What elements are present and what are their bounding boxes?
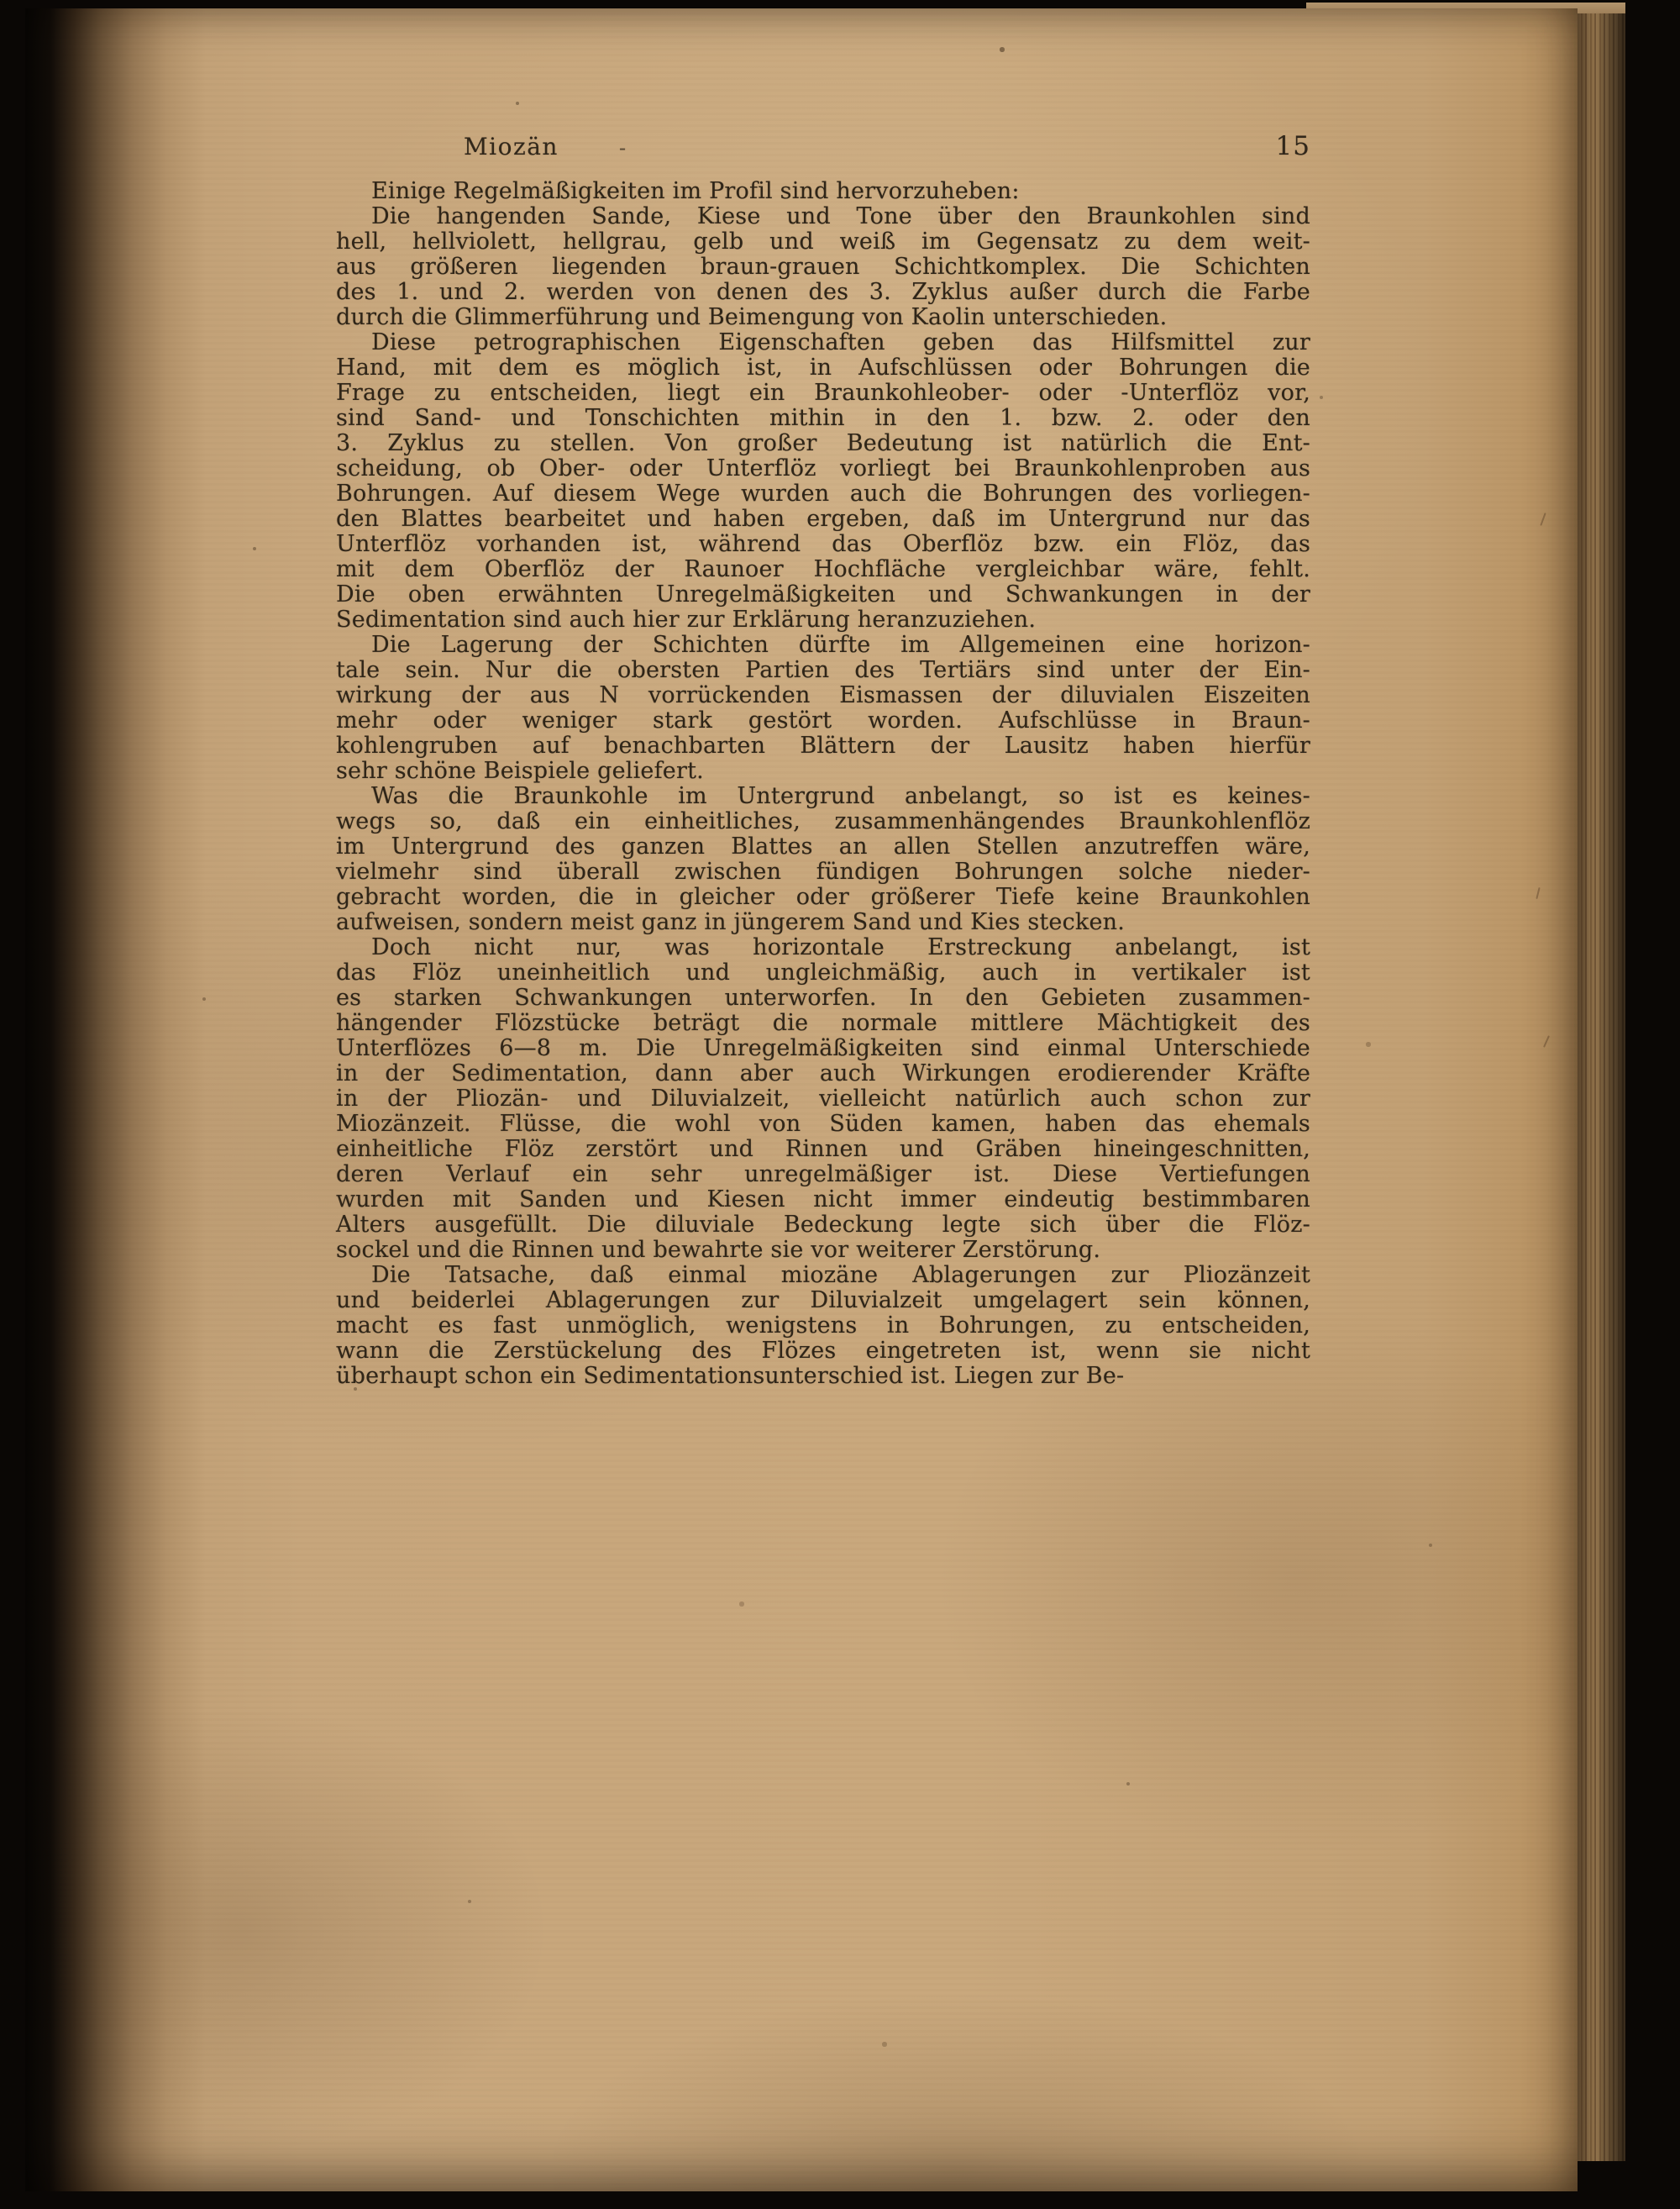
text-line: überhaupt schon ein Sedimentationsunterschied ist. Liegen zur Be- — [336, 1363, 1125, 1389]
text-line: sockel und die Rinnen und bewahrte sie vor weiterer Zerstörung. — [336, 1237, 1101, 1263]
text-line: im Untergrund des ganzen Blattes an allen Stellen anzutreffen wäre, — [336, 834, 1310, 860]
text-line: aus größeren liegenden braun-grauen Schichtkomplex. Die Schichten — [336, 254, 1310, 280]
paragraph — [336, 330, 1310, 633]
text-line: einheitliche Flöz zerstört und Rinnen und Gräben hineingeschnitten, — [336, 1136, 1310, 1162]
text-line: Diese petrographischen Eigenschaften geben das Hilfsmittel zur — [371, 329, 1310, 355]
text-line: Die hangenden Sande, Kiese und Tone über den Braunkohlen sind — [371, 203, 1310, 229]
margin-mark — [1543, 1035, 1550, 1048]
paragraph — [336, 633, 1310, 784]
text-line: Doch nicht nur, was horizontale Erstreckung anbelangt, ist — [371, 934, 1310, 960]
text-line: 3. Zyklus zu stellen. Von großer Bedeutung ist natürlich die Ent- — [336, 430, 1310, 456]
text-line: scheidung, ob Ober- oder Unterflöz vorliegt bei Braunkohlenproben aus — [336, 455, 1310, 481]
text-line: Miozänzeit. Flüsse, die wohl von Süden kamen, haben das ehemals — [336, 1111, 1310, 1137]
text-line: Hand, mit dem es möglich ist, in Aufschlüssen oder Bohrungen die — [336, 355, 1310, 381]
margin-mark — [1540, 513, 1546, 526]
margin-mark — [1536, 887, 1540, 899]
text-line: in der Pliozän- und Diluvialzeit, vielleicht natürlich auch schon zur — [336, 1086, 1310, 1112]
binding-shadow — [25, 8, 206, 2191]
text-line: wirkung der aus N vorrückenden Eismassen der diluvialen Eiszeiten — [336, 682, 1310, 708]
text-line: kohlengruben auf benachbarten Blättern der Lausitz haben hierfür — [336, 733, 1310, 759]
text-line: hell, hellviolett, hellgrau, gelb und weiß im Gegensatz zu dem weit- — [336, 229, 1310, 255]
text-line: Einige Regelmäßigkeiten im Profil sind hervorzuheben: — [371, 178, 1020, 204]
text-line: in der Sedimentation, dann aber auch Wirkungen erodierender Kräfte — [336, 1060, 1310, 1086]
text-line: Die Tatsache, daß einmal miozäne Ablagerungen zur Pliozänzeit — [371, 1262, 1310, 1288]
text-line: Unterflöz vorhanden ist, während das Oberflöz bzw. ein Flöz, das — [336, 531, 1310, 557]
text-block — [336, 179, 1310, 1389]
text-line: gebracht worden, die in gleicher oder größerer Tiefe keine Braunkohlen — [336, 884, 1310, 910]
text-line: aufweisen, sondern meist ganz in jüngerem Sand und Kies stecken. — [336, 909, 1126, 935]
text-line: den Blattes bearbeitet und haben ergeben, daß im Untergrund nur das — [336, 506, 1310, 532]
text-line: Die oben erwähnten Unregelmäßigkeiten und Schwankungen in der — [336, 581, 1310, 607]
fore-edge-page-stack — [1578, 13, 1625, 2161]
text-line: durch die Glimmerführung und Beimengung von Kaolin unterschieden. — [336, 304, 1168, 330]
text-line: hängender Flözstücke beträgt die normale mittlere Mächtigkeit des — [336, 1010, 1310, 1036]
paragraph — [336, 204, 1310, 330]
text-line: das Flöz uneinheitlich und ungleichmäßig, auch in vertikaler ist — [336, 960, 1310, 986]
running-head-title: Miozän — [464, 133, 559, 160]
text-line: Alters ausgefüllt. Die diluviale Bedeckung legte sich über die Flöz- — [336, 1212, 1310, 1238]
text-line: macht es fast unmöglich, wenigstens in Bohrungen, zu entscheiden, — [336, 1312, 1310, 1339]
paragraph — [336, 179, 1310, 204]
text-line: es starken Schwankungen unterworfen. In den Gebieten zusammen- — [336, 985, 1310, 1011]
text-line: des 1. und 2. werden von denen des 3. Zyklus außer durch die Farbe — [336, 279, 1310, 305]
paragraph — [336, 1263, 1310, 1389]
text-line: wegs so, daß ein einheitliches, zusammenhängendes Braunkohlenflöz — [336, 808, 1310, 834]
running-head-mark: - — [618, 136, 627, 160]
text-line: Die Lagerung der Schichten dürfte im Allgemeinen eine horizon- — [371, 632, 1310, 658]
text-line: vielmehr sind überall zwischen fündigen Bohrungen solche nieder- — [336, 859, 1310, 885]
text-line: sind Sand- und Tonschichten mithin in den 1. bzw. 2. oder den — [336, 405, 1310, 431]
text-line: Bohrungen. Auf diesem Wege wurden auch die Bohrungen des vorliegen- — [336, 481, 1310, 507]
text-line: deren Verlauf ein sehr unregelmäßiger ist. Diese Vertiefungen — [336, 1161, 1310, 1187]
book-page — [25, 8, 1578, 2191]
text-line: Unterflözes 6—8 m. Die Unregelmäßigkeiten sind einmal Unterschiede — [336, 1035, 1310, 1061]
text-line: sehr schöne Beispiele geliefert. — [336, 758, 704, 784]
text-line: Frage zu entscheiden, liegt ein Braunkohleober- oder -Unterflöz vor, — [336, 380, 1310, 406]
text-line: tale sein. Nur die obersten Partien des Tertiärs sind unter der Ein- — [336, 657, 1310, 683]
text-line: wurden mit Sanden und Kiesen nicht immer eindeutig bestimmbaren — [336, 1186, 1310, 1212]
page-number: 15 — [1275, 131, 1310, 161]
running-head — [336, 131, 1310, 161]
text-line: und beiderlei Ablagerungen zur Diluvialzeit umgelagert sein können, — [336, 1287, 1310, 1313]
paragraph — [336, 935, 1310, 1263]
text-line: wann die Zerstückelung des Flözes eingetreten ist, wenn sie nicht — [336, 1338, 1310, 1364]
text-line: mit dem Oberflöz der Raunoer Hochfläche vergleichbar wäre, fehlt. — [336, 556, 1310, 582]
text-line: mehr oder weniger stark gestört worden. Aufschlüsse in Braun- — [336, 707, 1310, 734]
text-line: Was die Braunkohle im Untergrund anbelangt, so ist es keines- — [371, 783, 1310, 809]
text-line: Sedimentation sind auch hier zur Erklärung heranzuziehen. — [336, 607, 1037, 633]
paragraph — [336, 784, 1310, 935]
